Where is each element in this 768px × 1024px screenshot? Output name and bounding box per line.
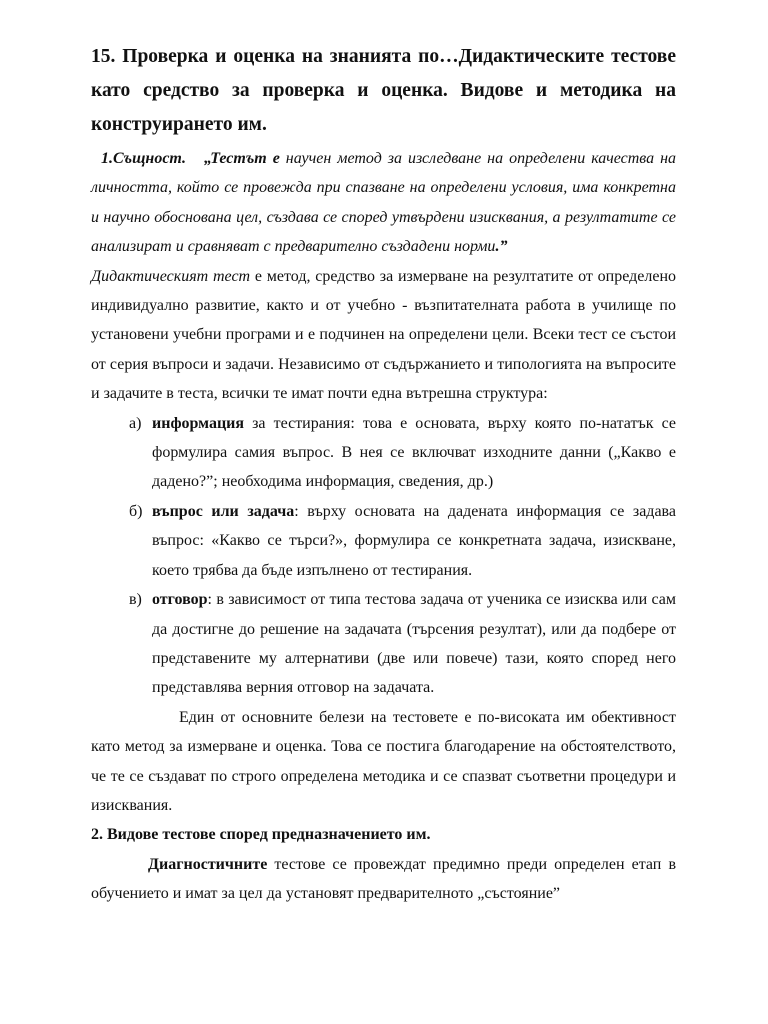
list-item: [91, 409, 676, 497]
list-marker: а): [129, 414, 142, 432]
list-marker: б): [129, 502, 143, 520]
definition-label: 1.Същност.: [101, 150, 187, 167]
section-heading: 2. Видове тестове според предназначението им.: [91, 826, 431, 844]
list-text: : върху основата на дадената информация се задава въпрос: «Какво се търси?», формулира се конкретната задача, изискване, което трябва да бъде изпълнено от тестирания.: [152, 502, 676, 579]
document-page: [91, 40, 676, 909]
intro-lead: Дидактическият тест: [91, 267, 251, 285]
definition-quote-start: „Тестът е: [204, 150, 280, 167]
intro-text: е метод, средство за измерване на резултатите от определено индивидуално развитие, както и от учебно - възпитателната работа в училище по установени учебни програми и е подчинен на определени цели. Всеки тест се състои от серия въпроси и задачи. Независимо от съдържанието и типологията на въпросите и задачите в теста, всички те имат почти една вътрешна структура:: [91, 267, 677, 403]
diagnostic-paragraph: [91, 850, 676, 909]
structure-list: [91, 409, 676, 703]
list-term: отговор: [152, 591, 208, 609]
list-item: [91, 497, 676, 585]
definition-paragraph: [91, 144, 676, 262]
diagnostic-lead: Диагностичните: [148, 855, 268, 873]
list-term: въпрос или задача: [152, 502, 295, 520]
list-marker: в): [129, 591, 142, 609]
list-text: : в зависимост от типа тестова задача от ученика се изисква или сам да достигне до решение на задачата (търсения резултат), или да подбере от представените му алтернативи (две или повече) тази, която според него представлява верния отговор на задачата.: [152, 591, 676, 697]
definition-quote-text: научен метод за изследване на определени качества на личността, който се провежда при спазване на определени условия, има конкретна и научно обоснована цел, създава се според утвърдени изисквания, а резултатите се анализират и сравняват с предварително създадени норми: [91, 150, 677, 256]
intro-paragraph: [91, 262, 676, 409]
list-item: [91, 585, 676, 703]
diagnostic-text: тестове се провеждат предимно преди определен етап в обучението и имат за цел да установят предварителното „състояние”: [91, 855, 676, 903]
objectivity-paragraph: Един от основните белези на тестовете е по-високата им обективност като метод за измерване и оценка. Това се постига благодарение на обстоятелството, че те се създават по строго определена методика и се спазват съответни процедури и изисквания.: [91, 708, 676, 814]
list-text: за тестирания: това е основата, върху която по-нататък се формулира самия въпрос. В нея се включват изходните данни („Какво е дадено?”; необходима информация, сведения, др.): [152, 414, 676, 491]
page-title: 15. Проверка и оценка на знанията по…Дидактическите тестове като средство за проверка и оценка. Видове и методика на конструирането им.: [91, 46, 676, 135]
list-term: информация: [152, 414, 245, 432]
definition-quote-end: .”: [495, 238, 508, 256]
